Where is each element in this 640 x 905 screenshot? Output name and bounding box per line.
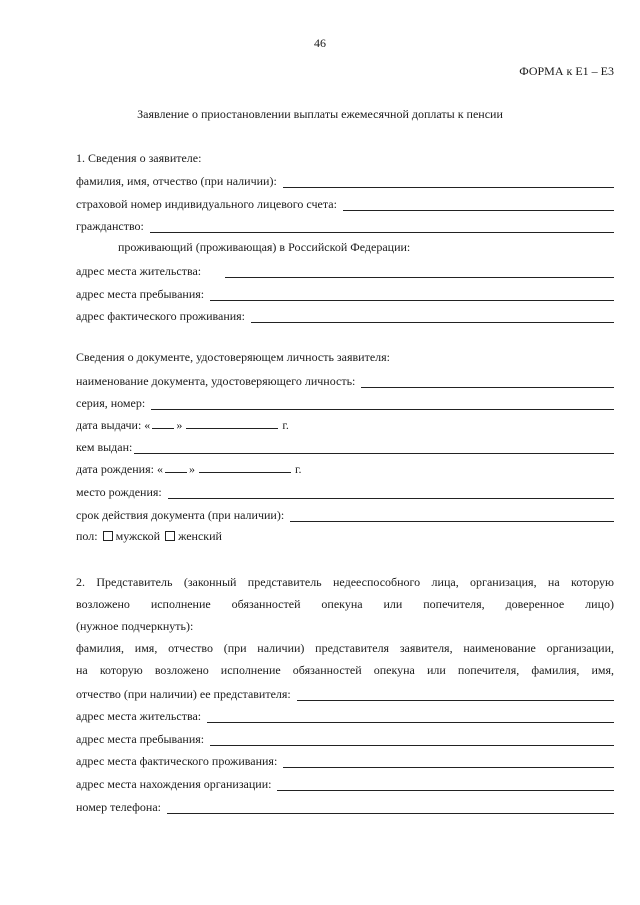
addr-residence-field[interactable] <box>225 267 614 278</box>
rep-addr-org-label: адрес места нахождения организации: <box>76 777 272 791</box>
fio-field[interactable] <box>283 177 614 188</box>
addr-actual-label: адрес фактического проживания: <box>76 309 246 323</box>
issue-date-mid: » <box>176 418 183 432</box>
rep-fio-line2: на которую возложено исполнение обязанностей опекуна или попечителя, фамилия, имя, <box>76 663 614 677</box>
series-row <box>76 396 614 410</box>
residing-label: проживающий (проживающая) в Российской Федерации: <box>118 240 411 254</box>
rep-addr-org-field[interactable] <box>277 780 614 791</box>
rep-fio-block <box>76 637 614 681</box>
addr-actual-row <box>76 309 614 323</box>
sex-female-label: женский <box>178 529 222 543</box>
citizenship-label: гражданство: <box>76 219 144 233</box>
snils-field[interactable] <box>343 200 614 211</box>
validity-label: срок действия документа (при наличии): <box>76 508 285 522</box>
document-title: Заявление о приостановлении выплаты ежемесячной доплаты к пенсии <box>137 107 503 121</box>
doc-name-row <box>76 374 614 388</box>
page-number: 46 <box>314 36 326 50</box>
citizenship-row <box>76 219 614 233</box>
fio-row <box>76 174 614 188</box>
birth-date-mid: » <box>188 462 195 476</box>
series-label: серия, номер: <box>76 396 146 410</box>
issue-day-field[interactable] <box>152 418 174 429</box>
sex-row <box>76 529 222 544</box>
snils-label: страховой номер индивидуального лицевого счета: <box>76 197 337 211</box>
rep-addr-stay-field[interactable] <box>210 735 614 746</box>
validity-row <box>76 508 614 522</box>
rep-addr-org-row <box>76 777 614 791</box>
issue-date-row <box>76 418 289 433</box>
rep-addr-actual-label: адрес места фактического проживания: <box>76 754 278 768</box>
sex-male-label: мужской <box>115 529 161 543</box>
section2-heading-line3: (нужное подчеркнуть): <box>76 619 194 633</box>
rep-addr-residence-field[interactable] <box>207 712 614 723</box>
rep-fio-line3: отчество (при наличии) ее представителя: <box>76 687 291 701</box>
section1-heading: 1. Сведения о заявителе: <box>76 151 202 165</box>
birth-date-label: дата рождения: « <box>76 462 163 476</box>
series-field[interactable] <box>151 399 614 410</box>
issued-by-field[interactable] <box>134 443 614 454</box>
section2-heading <box>76 571 614 637</box>
birth-place-label: место рождения: <box>76 485 162 499</box>
snils-row <box>76 197 614 211</box>
rep-fio-line1: фамилия, имя, отчество (при наличии) представителя заявителя, наименование организации, <box>76 641 614 655</box>
issued-by-row <box>76 440 614 454</box>
doc-name-field[interactable] <box>361 377 614 388</box>
issued-by-label: кем выдан: <box>76 440 133 454</box>
issue-date-label: дата выдачи: « <box>76 418 151 432</box>
addr-residence-label: адрес места жительства: <box>76 264 202 278</box>
rep-phone-row <box>76 800 614 814</box>
birth-place-row <box>76 485 614 499</box>
rep-addr-stay-label: адрес места пребывания: <box>76 732 205 746</box>
sex-label: пол: <box>76 529 98 543</box>
form-code: ФОРМА к Е1 – Е3 <box>519 64 614 78</box>
rep-addr-residence-row <box>76 709 614 723</box>
issue-year-suffix: г. <box>282 418 289 432</box>
document-heading: Сведения о документе, удостоверяющем личность заявителя: <box>76 350 391 364</box>
rep-addr-stay-row <box>76 732 614 746</box>
rep-addr-actual-field[interactable] <box>283 757 614 768</box>
birth-month-year-field[interactable] <box>199 462 291 473</box>
rep-phone-field[interactable] <box>167 803 614 814</box>
rep-addr-residence-label: адрес места жительства: <box>76 709 202 723</box>
doc-name-label: наименование документа, удостоверяющего личность: <box>76 374 356 388</box>
fio-label: фамилия, имя, отчество (при наличии): <box>76 174 277 188</box>
validity-field[interactable] <box>290 511 614 522</box>
birth-date-row <box>76 462 302 477</box>
rep-addr-actual-row <box>76 754 614 768</box>
citizenship-field[interactable] <box>150 222 614 233</box>
issue-month-year-field[interactable] <box>186 418 278 429</box>
birth-place-field[interactable] <box>168 488 614 499</box>
birth-day-field[interactable] <box>165 462 187 473</box>
addr-stay-label: адрес места пребывания: <box>76 287 205 301</box>
rep-fio-field[interactable] <box>297 690 614 701</box>
rep-phone-label: номер телефона: <box>76 800 162 814</box>
rep-fio-row <box>76 687 614 701</box>
sex-male-checkbox[interactable] <box>103 531 113 541</box>
birth-year-suffix: г. <box>294 462 302 476</box>
addr-residence-row <box>76 264 614 278</box>
addr-actual-field[interactable] <box>251 312 614 323</box>
section2-heading-line1: 2. Представитель (законный представитель недееспособного лица, организация, на которую <box>76 575 614 589</box>
sex-female-checkbox[interactable] <box>165 531 175 541</box>
addr-stay-field[interactable] <box>210 290 614 301</box>
addr-stay-row <box>76 287 614 301</box>
section2-heading-line2: возложено исполнение обязанностей опекуна или попечителя, доверенное лицо) <box>76 597 614 611</box>
